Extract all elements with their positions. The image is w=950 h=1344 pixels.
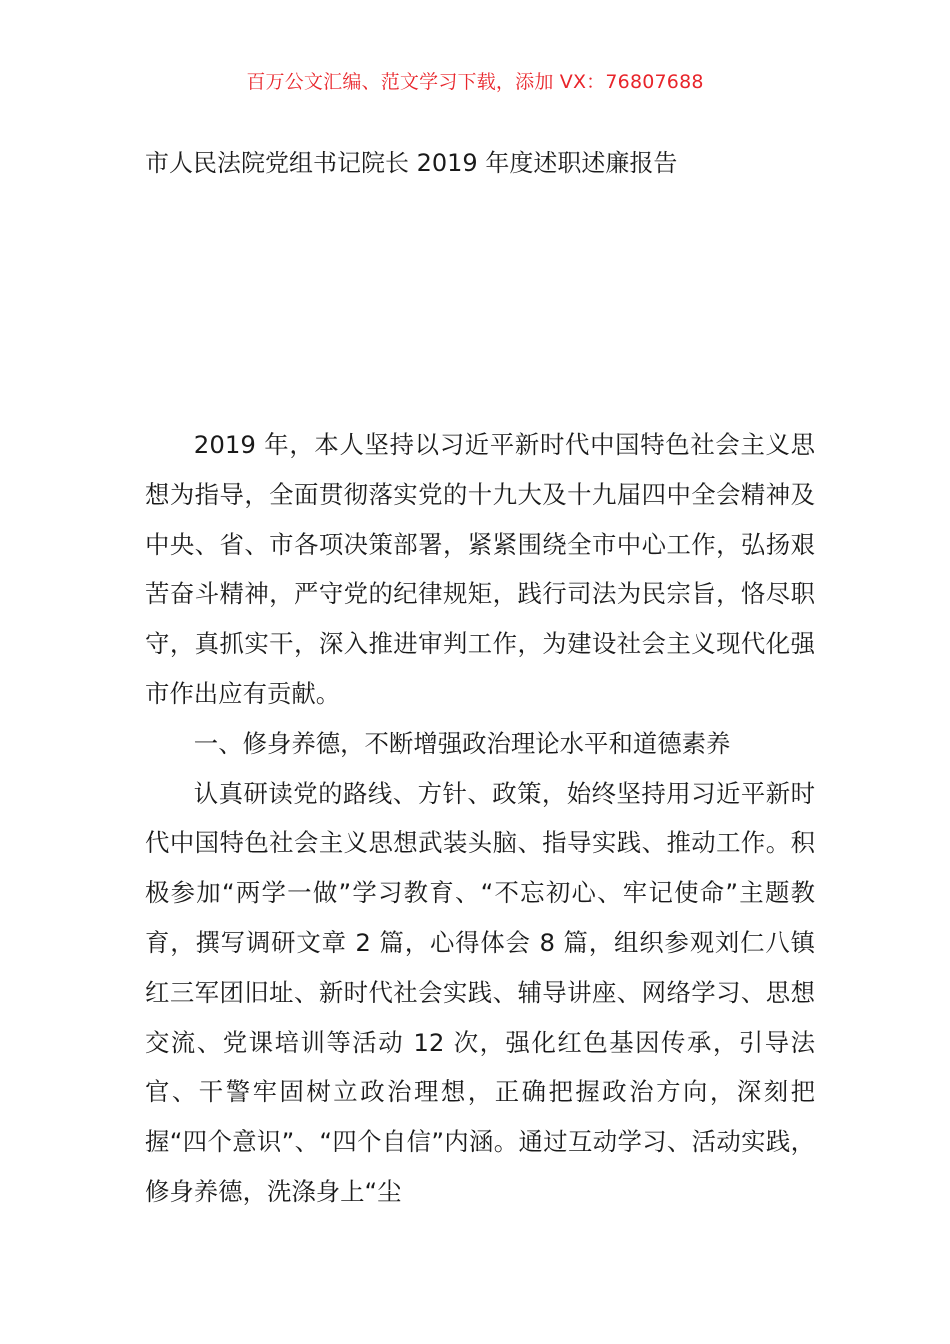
section-heading-1: 一、修身养德，不断增强政治理论水平和道德素养 [193, 728, 731, 758]
document-title: 市人民法院党组书记院长 2019 年度述职述廉报告 [145, 149, 678, 177]
document-body [145, 420, 815, 1217]
paragraph-intro: 2019 年，本人坚持以习近平新时代中国特色社会主义思想为指导，全面贯彻落实党的十九大及十九届四中全会精神及中央、省、市各项决策部署，紧紧围绕全市中心工作，弘扬艰苦奋斗精神，严守党的纪律规矩，践行司法为民宗旨，恪尽职守，真抓实干，深入推进审判工作，为建设社会主义现代化强市作出应有贡献。 [145, 430, 815, 708]
paragraph-section-1: 认真研读党的路线、方针、政策，始终坚持用习近平新时代中国特色社会主义思想武装头脑、指导实践、推动工作。积极参加“两学一做”学习教育、“不忘初心、牢记使命”主题教育，撰写调研文章 2 篇，心得体会 8 篇，组织参观刘仁八镇红三军团旧址、新时代社会实践、辅导讲座、网络学习、思想交流、党课培训等活动 12 次，强化红色基因传承，引导法官、干警牢固树立政治理想，正确把握政治方向，深刻把握“四个意识”、“四个自信”内涵。通过互动学习、活动实践，修身养德，洗涤身上“尘 [145, 778, 815, 1206]
download-notice: 百万公文汇编、范文学习下载，添加 VX：76807688 [246, 71, 704, 93]
